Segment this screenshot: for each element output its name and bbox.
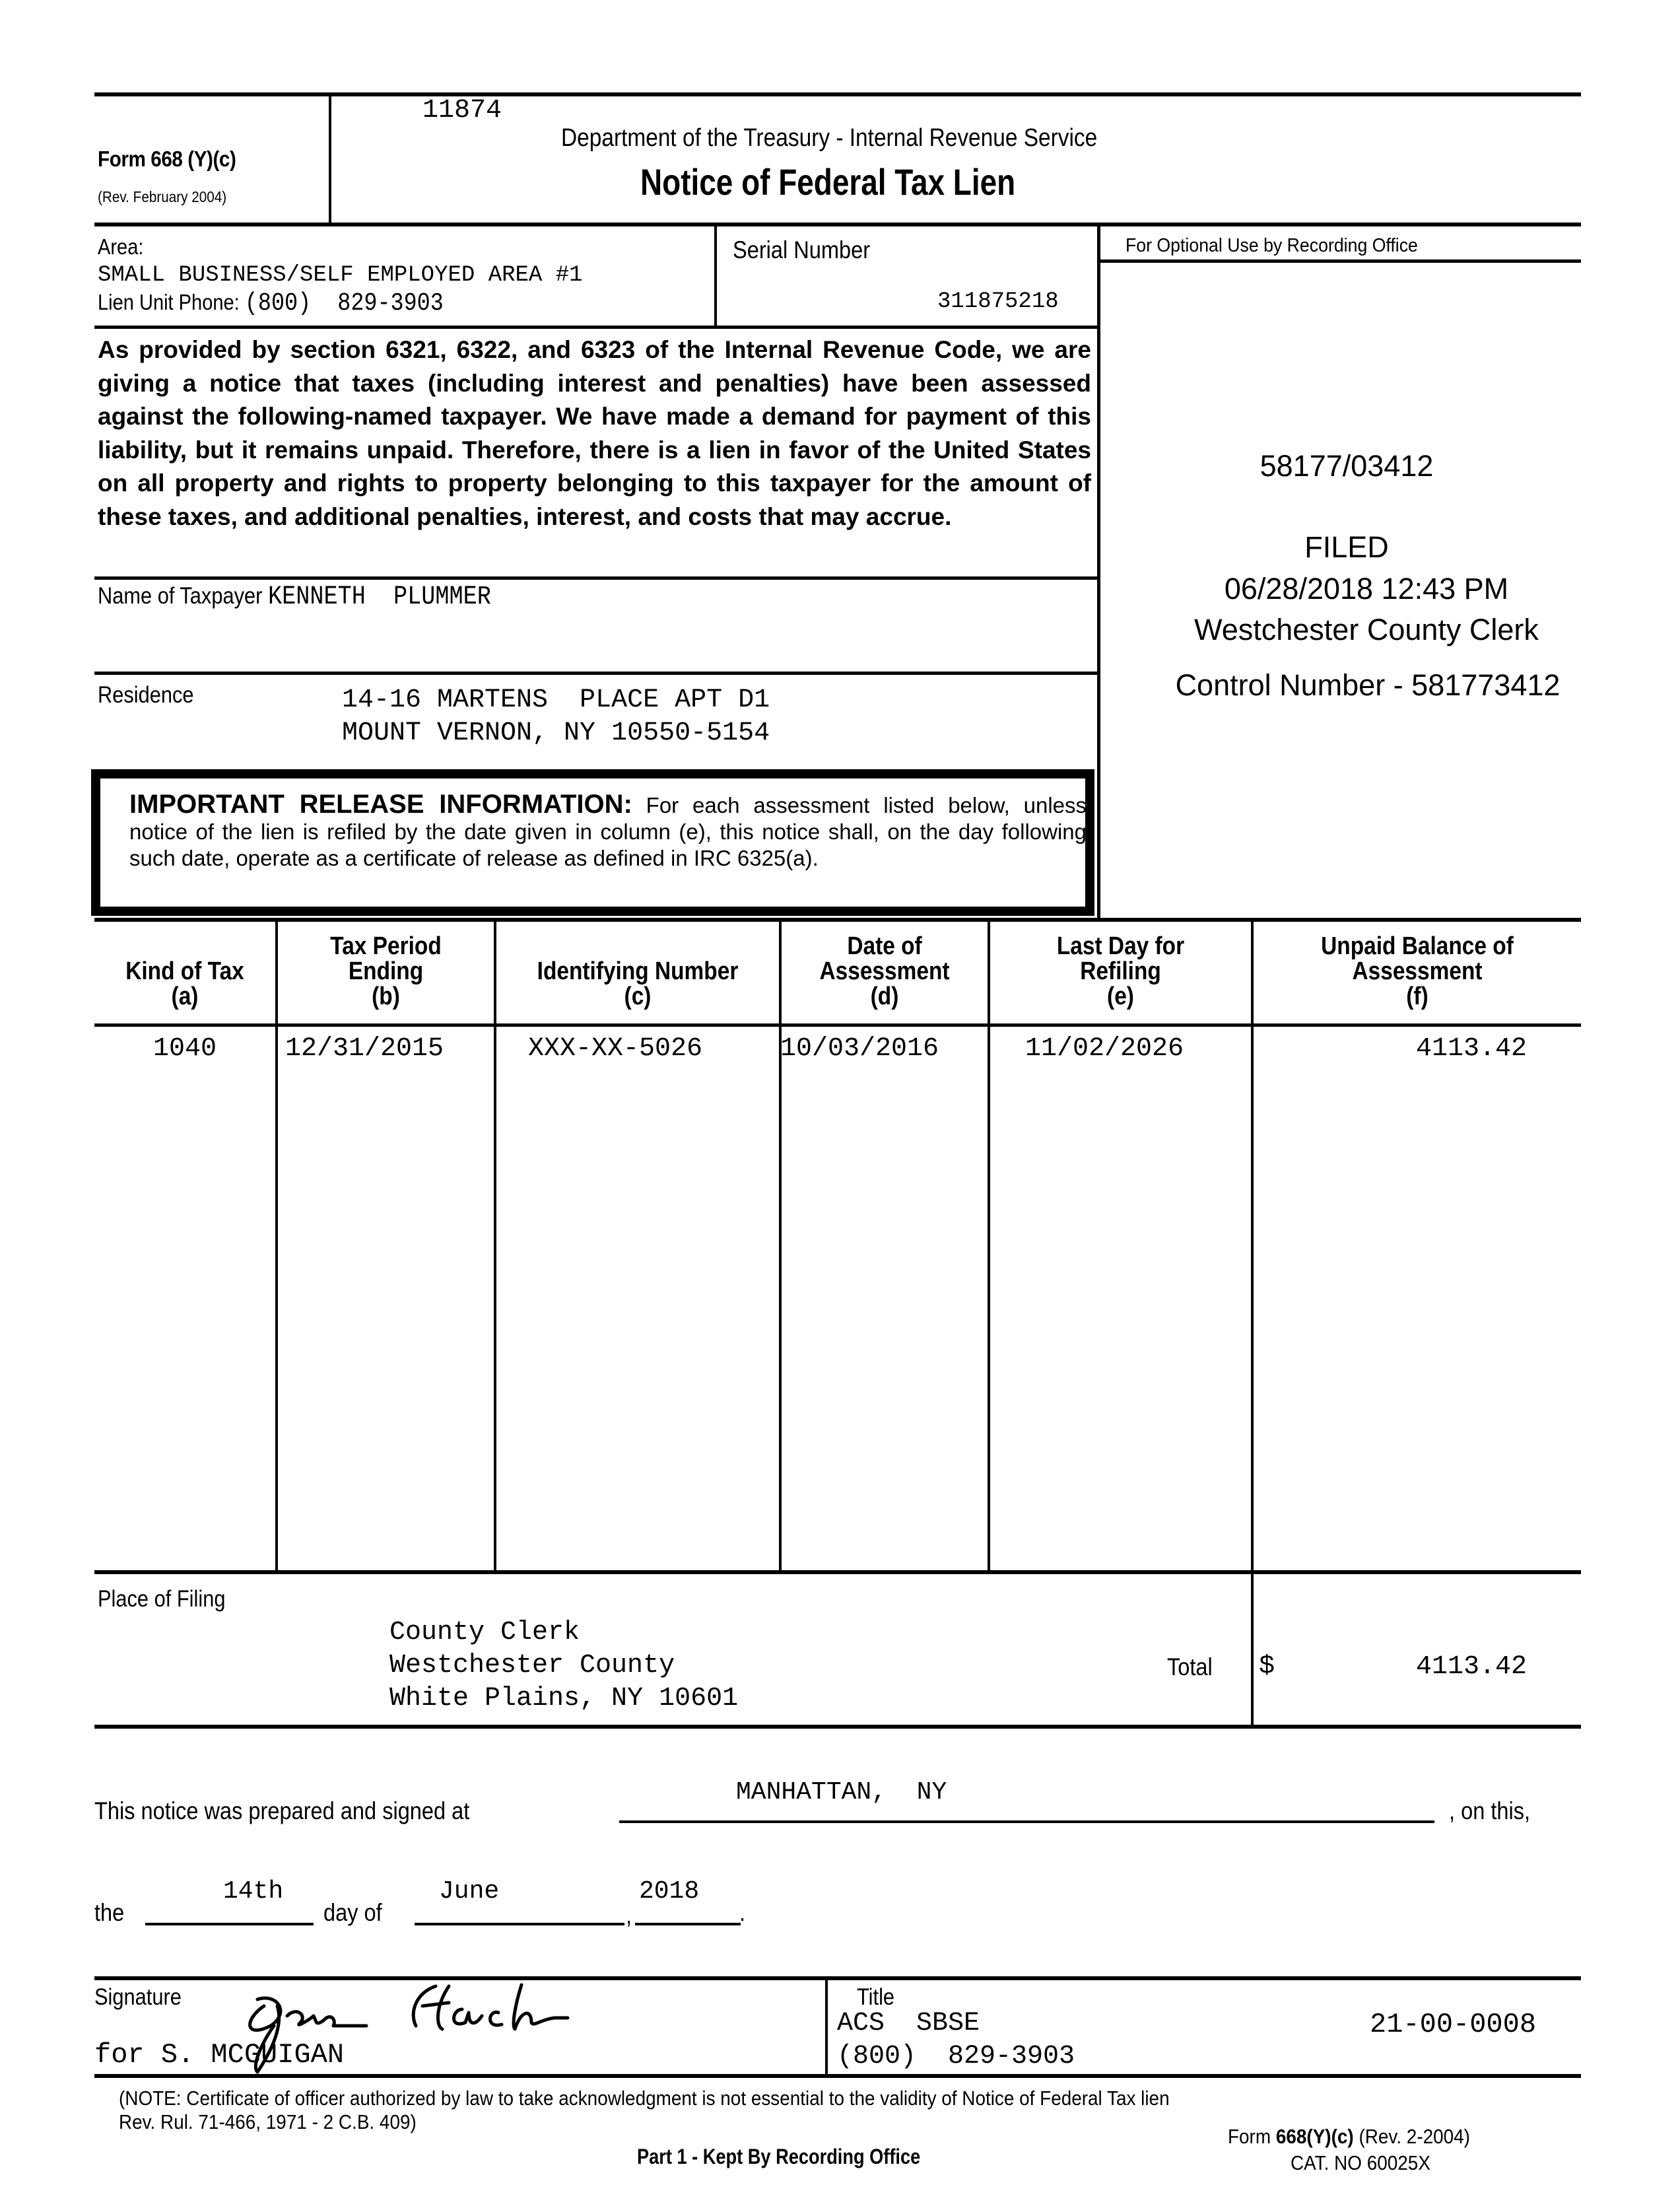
lien-statement: As provided by section 6321, 6322, and 6323 of the Internal Revenue Code, we are giving a notice that taxes (including interest and penalties) have been assessed against the following-named taxpayer. We have made a demand for payment of this liability, but it remains unpaid. Therefore, there is a lien in favor of the United States on all property and rights to property belonging to this taxpayer for the amount of these taxes, and additional penalties, interest, and costs that may accrue. — [98, 336, 1091, 530]
residence-line2: MOUNT VERNON, NY 10550-5154 — [342, 718, 770, 748]
signature-for-line: for S. MCGUIGAN — [94, 2039, 345, 2071]
footer-form-prefix: Form — [1228, 2125, 1271, 2148]
cell-identifying-number: XXX-XX-5026 — [528, 1034, 703, 1064]
area-label: Area: — [98, 234, 144, 259]
serial-number-label: Serial Number — [733, 236, 871, 263]
cell-last-day-for-refiling: 11/02/2026 — [1025, 1034, 1184, 1064]
cell-tax-period-ending: 12/31/2015 — [285, 1034, 444, 1064]
top-rule — [94, 92, 1581, 96]
recording-filed-datetime: 06/28/2018 12:43 PM — [1224, 572, 1509, 605]
location-underline — [619, 1820, 1434, 1823]
form-id: Form 668 (Y)(c) — [98, 147, 236, 171]
date-month: June — [439, 1877, 500, 1906]
date-comma: , — [626, 1902, 632, 1929]
column-header-last-day-for-refiling — [1006, 934, 1236, 1009]
area-bottom-rule — [94, 326, 1099, 329]
column-header-kind-of-tax — [105, 959, 264, 1009]
taxpayer — [98, 582, 491, 612]
column-code: (e) — [1107, 983, 1134, 1010]
footer-form-revision: (Rev. 2-2004) — [1359, 2125, 1470, 2148]
officer-title-label: Title — [857, 1984, 895, 2010]
column-code: (c) — [624, 983, 652, 1010]
column-code: (d) — [870, 983, 899, 1010]
cell-date-of-assessment: 10/03/2016 — [780, 1034, 939, 1064]
area-name: SMALL BUSINESS/SELF EMPLOYED AREA #1 — [98, 263, 583, 288]
column-code: (a) — [171, 983, 199, 1010]
col-divider-cd — [779, 920, 782, 1572]
column-header-date-of-assessment — [794, 934, 976, 1009]
table-top-rule — [94, 918, 1581, 922]
total-currency: $ — [1259, 1652, 1275, 1682]
col-divider-de — [988, 920, 990, 1572]
page-title: Notice of Federal Tax Lien — [640, 161, 1016, 203]
taxpayer-label: Name of Taxpayer — [98, 583, 263, 609]
prepared-text: This notice was prepared and signed at — [94, 1797, 470, 1824]
department-name: Department of the Treasury - Internal Revenue Service — [561, 124, 1098, 152]
month-underline — [415, 1923, 624, 1925]
place-of-filing-line3: White Plains, NY 10601 — [389, 1684, 739, 1713]
cell-kind-of-tax: 1040 — [152, 1034, 217, 1064]
date-day: 14th — [223, 1877, 284, 1906]
date-year: 2018 — [639, 1877, 700, 1906]
officer-phone: (800) 829-3903 — [837, 2042, 1075, 2071]
year-underline — [635, 1923, 741, 1925]
officer-code: 21-00-0008 — [1370, 2009, 1537, 2040]
column-header-unpaid-balance — [1273, 934, 1561, 1009]
serial-divider — [714, 225, 717, 329]
date-the-label: the — [94, 1899, 125, 1926]
header-bottom-rule — [94, 223, 1581, 226]
table-header-rule — [94, 1023, 1581, 1027]
recording-status: FILED — [1304, 530, 1389, 564]
place-of-filing-line1: County Clerk — [389, 1618, 580, 1647]
place-of-filing-line2: Westchester County — [389, 1651, 675, 1680]
release-info-heading: IMPORTANT RELEASE INFORMATION: — [129, 790, 632, 819]
column-code: (f) — [1406, 983, 1428, 1010]
lien-unit-phone — [98, 289, 444, 318]
column-title: Identifying Number — [537, 957, 739, 985]
serial-number-value: 311875218 — [937, 289, 1059, 314]
place-of-filing-label: Place of Filing — [98, 1586, 226, 1612]
total-label: Total — [1167, 1653, 1213, 1680]
form-revision: (Rev. February 2004) — [98, 188, 227, 205]
date-day-of-label: day of — [323, 1899, 382, 1926]
column-title: Unpaid Balance of Assessment — [1321, 932, 1514, 985]
residence-label: Residence — [98, 682, 194, 708]
statement-bottom-rule — [94, 576, 1099, 580]
lien-unit-phone-value: (800) 829-3903 — [244, 289, 444, 318]
header-divider — [329, 94, 331, 225]
footer-note-line2: Rev. Rul. 71-466, 1971 - 2 C.B. 409) — [119, 2110, 417, 2133]
total-value: 4113.42 — [1416, 1652, 1528, 1682]
column-code: (b) — [372, 983, 400, 1010]
recording-clerk: Westchester County Clerk — [1194, 613, 1539, 646]
part-label: Part 1 - Kept By Recording Office — [637, 2145, 921, 2168]
footer-catalog-number: CAT. NO 60025X — [1291, 2151, 1430, 2174]
column-title: Date of Assessment — [819, 932, 950, 985]
footer-form-number: 668(Y)(c) — [1275, 2125, 1354, 2148]
column-title: Last Day for Refiling — [1056, 932, 1185, 985]
document-number: 11874 — [422, 96, 502, 125]
place-bottom-rule — [94, 1725, 1581, 1729]
column-title: Tax Period Ending — [330, 932, 442, 985]
recording-header-rule — [1097, 259, 1581, 263]
cell-unpaid-balance: 4113.42 — [1416, 1034, 1528, 1064]
recording-office-header: For Optional Use by Recording Office — [1126, 235, 1418, 256]
col-divider-ab — [275, 920, 278, 1572]
signature-title-divider — [825, 1978, 828, 2076]
prepared-location: MANHATTAN, NY — [736, 1778, 947, 1807]
release-info-text: For each assessment listed below, unless notice of the lien is refiled by the date given in column (e), this notice shall, on the day following such date, operate as a certificate of release as defined in IRC 6325(a). — [129, 793, 1087, 870]
lien-unit-phone-label: Lien Unit Phone: — [98, 290, 240, 314]
column-header-tax-period-ending — [291, 934, 481, 1009]
release-info — [129, 791, 1087, 872]
column-title: Kind of Tax — [125, 957, 244, 985]
officer-title-value: ACS SBSE — [837, 2009, 980, 2038]
signature-label: Signature — [94, 1984, 182, 2010]
day-underline — [145, 1923, 314, 1925]
taxpayer-name: KENNETH PLUMMER — [267, 582, 491, 612]
prepared-on-this: , on this, — [1449, 1797, 1531, 1824]
recording-book-page: 58177/03412 — [1260, 449, 1434, 483]
col-divider-bc — [494, 920, 496, 1572]
taxpayer-bottom-rule — [94, 672, 1099, 675]
residence-line1: 14-16 MARTENS PLACE APT D1 — [342, 685, 770, 715]
col-divider-ef — [1251, 920, 1254, 1729]
footer-form-id — [1228, 2125, 1470, 2149]
recording-control-number: Control Number - 581773412 — [1175, 668, 1561, 702]
date-period: . — [739, 1899, 746, 1926]
column-header-identifying-number — [514, 959, 762, 1009]
footer-note-line1: (NOTE: Certificate of officer authorized by law to take acknowledgment is not essential to the validity of Notice of Federal Tax lien — [119, 2087, 1170, 2110]
table-bottom-rule — [94, 1570, 1581, 1574]
